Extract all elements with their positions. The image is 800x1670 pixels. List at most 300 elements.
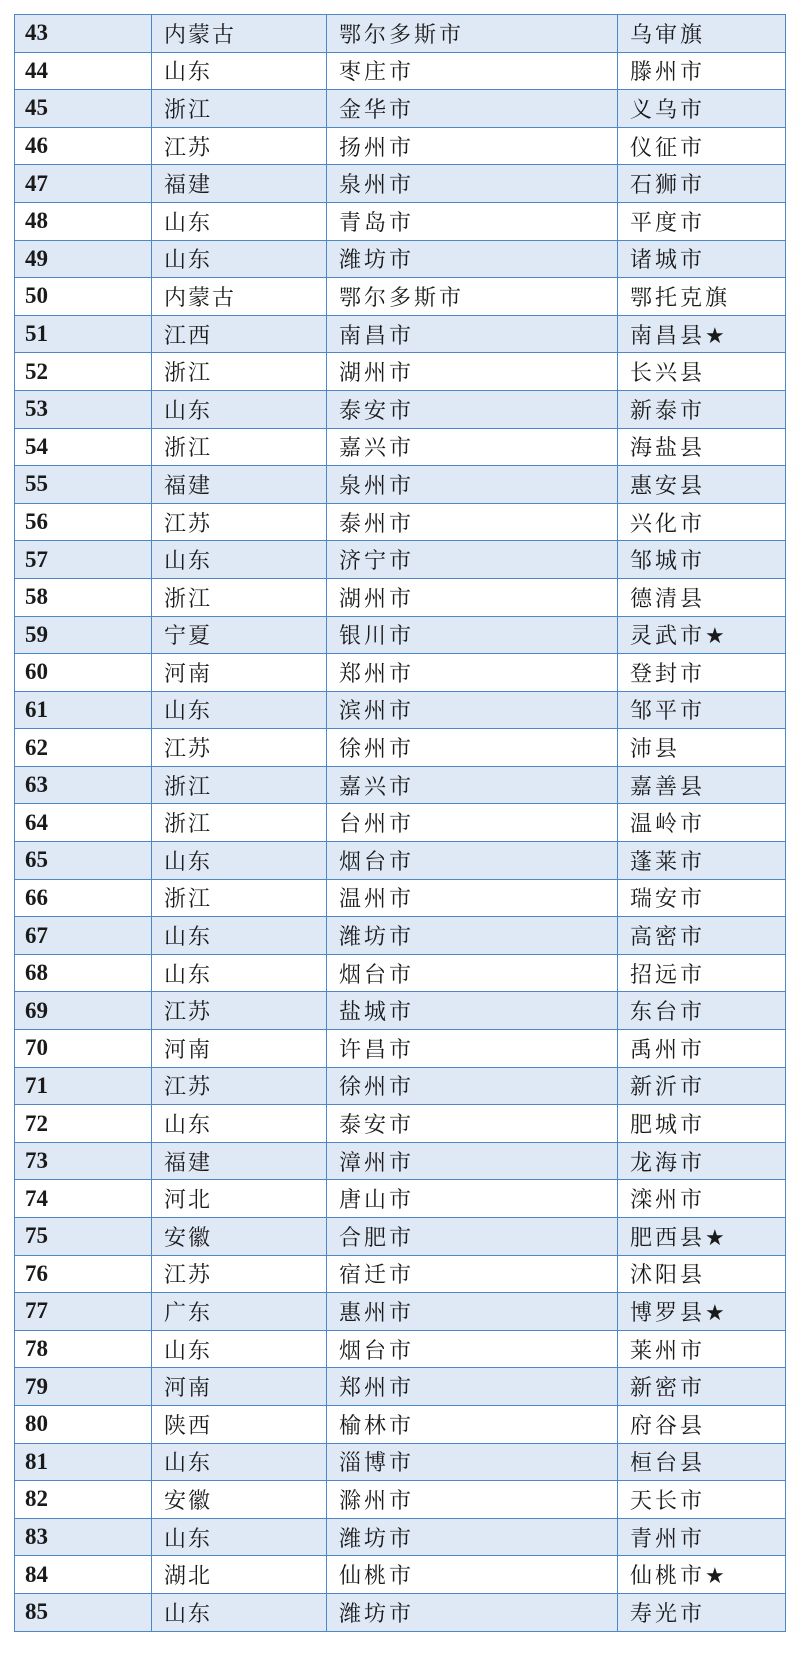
rank-cell: [15, 1330, 152, 1368]
table-row: [15, 315, 786, 353]
rank-cell: [15, 503, 152, 541]
rank-cell: [15, 127, 152, 165]
county-text: 沛县: [630, 737, 681, 763]
county-text: 嘉善县: [630, 774, 706, 800]
rank-cell: [15, 90, 152, 128]
county-text: 平度市: [630, 210, 706, 236]
rank-cell: [15, 1556, 152, 1594]
rank-text: 57: [25, 546, 48, 572]
province-text: 浙江: [164, 361, 213, 387]
county-cell: [618, 842, 786, 880]
rank-text: 58: [25, 584, 48, 610]
province-cell: [152, 90, 327, 128]
county-text: 新沂市: [630, 1075, 706, 1101]
rank-cell: [15, 729, 152, 767]
province-cell: [152, 1368, 327, 1406]
city-cell: [327, 90, 618, 128]
province-cell: [152, 1067, 327, 1105]
city-text: 泰安市: [339, 398, 415, 424]
province-text: 湖北: [164, 1564, 213, 1590]
county-cell: [618, 1293, 786, 1331]
province-cell: [152, 15, 327, 53]
county-cell: [618, 1556, 786, 1594]
rank-text: 59: [25, 621, 48, 647]
city-cell: [327, 52, 618, 90]
province-cell: [152, 766, 327, 804]
county-text: 博罗县: [630, 1300, 706, 1326]
city-cell: [327, 766, 618, 804]
province-text: 广东: [164, 1300, 213, 1326]
city-cell: [327, 466, 618, 504]
county-cell: [618, 578, 786, 616]
county-text: 寿光市: [630, 1601, 706, 1627]
province-cell: [152, 240, 327, 278]
province-cell: [152, 353, 327, 391]
table-row: [15, 1481, 786, 1519]
province-cell: [152, 954, 327, 992]
table-row: [15, 240, 786, 278]
city-cell: [327, 353, 618, 391]
county-cell: [618, 1481, 786, 1519]
table-row: [15, 1330, 786, 1368]
county-text: 招远市: [630, 962, 706, 988]
county-cell: [618, 165, 786, 203]
city-text: 徐州市: [339, 1075, 415, 1101]
county-cell: [618, 240, 786, 278]
city-cell: [327, 691, 618, 729]
rank-cell: [15, 1255, 152, 1293]
county-cell: [618, 954, 786, 992]
table-row: [15, 616, 786, 654]
county-text: 滦州市: [630, 1188, 706, 1214]
table-row: [15, 466, 786, 504]
star-icon: ★: [705, 1300, 725, 1326]
city-text: 盐城市: [339, 1000, 415, 1026]
city-text: 鄂尔多斯市: [339, 285, 465, 311]
table-row: [15, 1218, 786, 1256]
province-cell: [152, 1556, 327, 1594]
county-cell: [618, 52, 786, 90]
province-cell: [152, 1481, 327, 1519]
table-row: [15, 654, 786, 692]
table-body: [15, 15, 786, 1632]
rank-text: 81: [25, 1448, 48, 1474]
city-text: 惠州市: [339, 1300, 415, 1326]
province-text: 山东: [164, 1601, 213, 1627]
city-text: 宿迁市: [339, 1263, 415, 1289]
city-text: 泰州市: [339, 511, 415, 537]
table-row: [15, 202, 786, 240]
city-text: 泉州市: [339, 473, 415, 499]
province-text: 安徽: [164, 1488, 213, 1514]
table-row: [15, 1556, 786, 1594]
rank-cell: [15, 278, 152, 316]
city-cell: [327, 842, 618, 880]
star-icon: ★: [705, 624, 725, 650]
city-cell: [327, 1030, 618, 1068]
rank-text: 52: [25, 358, 48, 384]
province-text: 浙江: [164, 586, 213, 612]
city-text: 滨州市: [339, 699, 415, 725]
rank-text: 51: [25, 321, 48, 347]
province-text: 山东: [164, 699, 213, 725]
city-cell: [327, 917, 618, 955]
rank-text: 72: [25, 1110, 48, 1136]
city-cell: [327, 1067, 618, 1105]
county-cell: [618, 1368, 786, 1406]
county-text: 灵武市: [630, 624, 706, 650]
rank-text: 47: [25, 170, 48, 196]
table-row: [15, 428, 786, 466]
city-cell: [327, 1293, 618, 1331]
county-text: 瑞安市: [630, 887, 706, 913]
city-cell: [327, 1330, 618, 1368]
rank-cell: [15, 315, 152, 353]
rank-text: 70: [25, 1035, 48, 1061]
city-text: 榆林市: [339, 1413, 415, 1439]
province-cell: [152, 1255, 327, 1293]
rank-cell: [15, 390, 152, 428]
county-text: 肥西县: [630, 1225, 706, 1251]
city-text: 台州市: [339, 812, 415, 838]
rank-text: 55: [25, 471, 48, 497]
city-cell: [327, 1593, 618, 1631]
province-cell: [152, 1518, 327, 1556]
rank-cell: [15, 879, 152, 917]
province-text: 山东: [164, 1526, 213, 1552]
rank-text: 67: [25, 922, 48, 948]
city-text: 嘉兴市: [339, 774, 415, 800]
county-cell: [618, 992, 786, 1030]
rank-cell: [15, 1518, 152, 1556]
rank-cell: [15, 541, 152, 579]
table-row: [15, 1405, 786, 1443]
rank-text: 75: [25, 1223, 48, 1249]
rank-cell: [15, 202, 152, 240]
city-text: 鄂尔多斯市: [339, 22, 465, 48]
county-text: 禹州市: [630, 1037, 706, 1063]
table-row: [15, 842, 786, 880]
province-text: 福建: [164, 1150, 213, 1176]
county-text: 诸城市: [630, 248, 706, 274]
city-cell: [327, 278, 618, 316]
rank-cell: [15, 766, 152, 804]
province-cell: [152, 804, 327, 842]
province-cell: [152, 1405, 327, 1443]
rank-text: 83: [25, 1524, 48, 1550]
city-cell: [327, 503, 618, 541]
rank-cell: [15, 428, 152, 466]
county-text: 邹平市: [630, 699, 706, 725]
province-text: 福建: [164, 173, 213, 199]
county-text: 高密市: [630, 925, 706, 951]
province-cell: [152, 1593, 327, 1631]
rank-text: 78: [25, 1336, 48, 1362]
county-cell: [618, 1443, 786, 1481]
rank-text: 69: [25, 997, 48, 1023]
rank-cell: [15, 578, 152, 616]
province-cell: [152, 1180, 327, 1218]
county-text: 南昌县: [630, 323, 706, 349]
city-text: 枣庄市: [339, 60, 415, 86]
rank-cell: [15, 240, 152, 278]
province-text: 河南: [164, 1037, 213, 1063]
star-icon: ★: [705, 1225, 725, 1251]
province-cell: [152, 616, 327, 654]
county-text: 东台市: [630, 1000, 706, 1026]
county-cell: [618, 917, 786, 955]
table-row: [15, 1293, 786, 1331]
table-row: [15, 578, 786, 616]
city-text: 滁州市: [339, 1488, 415, 1514]
county-text: 蓬莱市: [630, 849, 706, 875]
rank-text: 80: [25, 1411, 48, 1437]
table-row: [15, 729, 786, 767]
county-text: 肥城市: [630, 1113, 706, 1139]
province-text: 山东: [164, 1338, 213, 1364]
province-text: 山东: [164, 398, 213, 424]
province-cell: [152, 1030, 327, 1068]
city-text: 徐州市: [339, 737, 415, 763]
city-text: 湖州市: [339, 361, 415, 387]
province-cell: [152, 691, 327, 729]
county-cell: [618, 15, 786, 53]
province-text: 江苏: [164, 1075, 213, 1101]
rank-text: 76: [25, 1260, 48, 1286]
province-text: 山东: [164, 60, 213, 86]
city-cell: [327, 992, 618, 1030]
province-text: 浙江: [164, 774, 213, 800]
county-cell: [618, 1255, 786, 1293]
county-cell: [618, 202, 786, 240]
city-cell: [327, 1405, 618, 1443]
county-text: 桓台县: [630, 1451, 706, 1477]
rank-cell: [15, 1180, 152, 1218]
table-row: [15, 879, 786, 917]
table-row: [15, 353, 786, 391]
rank-cell: [15, 804, 152, 842]
city-cell: [327, 240, 618, 278]
rank-cell: [15, 1405, 152, 1443]
county-text: 长兴县: [630, 361, 706, 387]
province-text: 江西: [164, 323, 213, 349]
city-cell: [327, 729, 618, 767]
county-text: 莱州市: [630, 1338, 706, 1364]
table-row: [15, 992, 786, 1030]
county-cell: [618, 1180, 786, 1218]
province-text: 山东: [164, 248, 213, 274]
city-text: 扬州市: [339, 135, 415, 161]
province-text: 陕西: [164, 1413, 213, 1439]
city-text: 温州市: [339, 887, 415, 913]
rank-cell: [15, 1142, 152, 1180]
table-row: [15, 917, 786, 955]
city-cell: [327, 1180, 618, 1218]
county-cell: [618, 503, 786, 541]
province-text: 宁夏: [164, 624, 213, 650]
county-cell: [618, 466, 786, 504]
table-row: [15, 1518, 786, 1556]
county-cell: [618, 1518, 786, 1556]
city-text: 郑州市: [339, 1376, 415, 1402]
province-cell: [152, 1330, 327, 1368]
rank-text: 44: [25, 57, 48, 83]
province-cell: [152, 127, 327, 165]
table-row: [15, 1105, 786, 1143]
table-row: [15, 503, 786, 541]
county-text: 温岭市: [630, 812, 706, 838]
rank-cell: [15, 654, 152, 692]
province-text: 江苏: [164, 1263, 213, 1289]
city-cell: [327, 1255, 618, 1293]
rank-text: 68: [25, 960, 48, 986]
county-text: 滕州市: [630, 60, 706, 86]
city-text: 青岛市: [339, 210, 415, 236]
table-row: [15, 278, 786, 316]
rank-text: 61: [25, 696, 48, 722]
county-cell: [618, 541, 786, 579]
province-cell: [152, 278, 327, 316]
province-text: 山东: [164, 962, 213, 988]
rank-text: 64: [25, 809, 48, 835]
county-cell: [618, 315, 786, 353]
county-text: 府谷县: [630, 1413, 706, 1439]
rank-cell: [15, 616, 152, 654]
table-row: [15, 390, 786, 428]
county-cell: [618, 390, 786, 428]
rank-text: 65: [25, 847, 48, 873]
county-cell: [618, 1105, 786, 1143]
province-cell: [152, 1142, 327, 1180]
table-row: [15, 1593, 786, 1631]
city-text: 湖州市: [339, 586, 415, 612]
province-text: 山东: [164, 849, 213, 875]
province-cell: [152, 390, 327, 428]
table-row: [15, 1368, 786, 1406]
province-text: 浙江: [164, 887, 213, 913]
star-icon: ★: [705, 1564, 725, 1590]
county-text: 石狮市: [630, 173, 706, 199]
rank-cell: [15, 353, 152, 391]
county-cell: [618, 428, 786, 466]
table-row: [15, 766, 786, 804]
city-text: 许昌市: [339, 1037, 415, 1063]
city-text: 烟台市: [339, 962, 415, 988]
province-cell: [152, 428, 327, 466]
province-cell: [152, 729, 327, 767]
county-text: 邹城市: [630, 549, 706, 575]
province-text: 河北: [164, 1188, 213, 1214]
province-text: 山东: [164, 549, 213, 575]
rank-text: 43: [25, 20, 48, 46]
county-cell: [618, 1593, 786, 1631]
city-text: 潍坊市: [339, 248, 415, 274]
province-cell: [152, 202, 327, 240]
rank-text: 46: [25, 133, 48, 159]
city-text: 淄博市: [339, 1451, 415, 1477]
table-row: [15, 541, 786, 579]
city-cell: [327, 578, 618, 616]
rank-cell: [15, 1067, 152, 1105]
rank-text: 79: [25, 1373, 48, 1399]
rank-text: 66: [25, 884, 48, 910]
province-cell: [152, 992, 327, 1030]
province-text: 安徽: [164, 1225, 213, 1251]
rank-text: 49: [25, 245, 48, 271]
county-text: 登封市: [630, 661, 706, 687]
county-cell: [618, 1030, 786, 1068]
county-text: 仪征市: [630, 135, 706, 161]
province-text: 福建: [164, 473, 213, 499]
city-text: 仙桃市: [339, 1564, 415, 1590]
city-cell: [327, 1443, 618, 1481]
province-cell: [152, 842, 327, 880]
table-row: [15, 127, 786, 165]
county-text: 乌审旗: [630, 22, 706, 48]
rank-cell: [15, 1218, 152, 1256]
county-cell: [618, 729, 786, 767]
county-cell: [618, 879, 786, 917]
table-row: [15, 1180, 786, 1218]
rank-cell: [15, 691, 152, 729]
table-row: [15, 52, 786, 90]
city-cell: [327, 1481, 618, 1519]
rank-text: 71: [25, 1072, 48, 1098]
province-text: 浙江: [164, 436, 213, 462]
city-cell: [327, 1368, 618, 1406]
city-text: 泉州市: [339, 173, 415, 199]
table-row: [15, 691, 786, 729]
county-text: 沭阳县: [630, 1263, 706, 1289]
rank-cell: [15, 917, 152, 955]
rank-text: 62: [25, 734, 48, 760]
city-cell: [327, 654, 618, 692]
table-row: [15, 1255, 786, 1293]
province-text: 山东: [164, 1113, 213, 1139]
county-text: 义乌市: [630, 97, 706, 123]
rank-cell: [15, 1030, 152, 1068]
city-text: 烟台市: [339, 849, 415, 875]
county-cell: [618, 1142, 786, 1180]
city-text: 潍坊市: [339, 1526, 415, 1552]
table-row: [15, 954, 786, 992]
rank-text: 73: [25, 1148, 48, 1174]
county-text: 新泰市: [630, 398, 706, 424]
city-text: 漳州市: [339, 1150, 415, 1176]
county-cell: [618, 278, 786, 316]
rank-text: 85: [25, 1599, 48, 1625]
rank-text: 45: [25, 95, 48, 121]
county-text: 仙桃市: [630, 1564, 706, 1590]
table-row: [15, 90, 786, 128]
city-cell: [327, 879, 618, 917]
city-text: 潍坊市: [339, 925, 415, 951]
city-cell: [327, 15, 618, 53]
rank-text: 53: [25, 396, 48, 422]
rank-cell: [15, 1368, 152, 1406]
city-text: 泰安市: [339, 1113, 415, 1139]
city-cell: [327, 1142, 618, 1180]
rank-text: 77: [25, 1298, 48, 1324]
county-cell: [618, 90, 786, 128]
province-cell: [152, 1105, 327, 1143]
city-cell: [327, 127, 618, 165]
province-cell: [152, 315, 327, 353]
star-icon: ★: [705, 323, 725, 349]
province-text: 江苏: [164, 737, 213, 763]
province-text: 山东: [164, 1451, 213, 1477]
city-text: 济宁市: [339, 549, 415, 575]
